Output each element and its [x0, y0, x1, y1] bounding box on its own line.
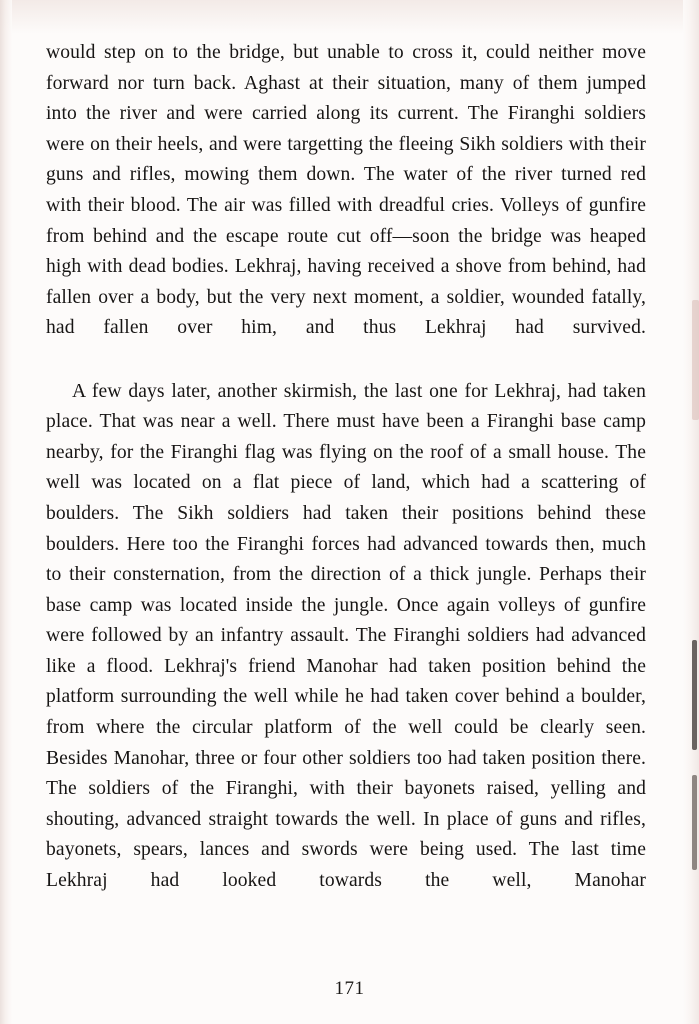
body-text-column [46, 38, 646, 927]
page-edge-artifact-middle [692, 640, 697, 750]
page-top-shading [0, 0, 699, 34]
page-left-edge-shading [0, 0, 12, 1024]
page-edge-artifact-upper [692, 300, 699, 420]
page-edge-artifact-lower [692, 775, 697, 870]
page-number: 171 [334, 978, 365, 999]
paragraph-continued: would step on to the bridge, but unable to cross it, could neither move forward nor turn back. Aghast at their situation, many of them jumped into the river and were carried along its current. The Firanghi soldiers were on their heels, and were targetting the fleeing Sikh soldiers with their guns and rifles, mowing them down. The water of the river turned red with their blood. The air was filled with dreadful cries. Volleys of gunfire from behind and the escape route cut off—soon the bridge was heaped high with dead bodies. Lekhraj, having received a shove from behind, had fallen over a body, but the very next moment, a soldier, wounded fatally, had fallen over him, and thus Lekhraj had survived. [46, 42, 646, 339]
paragraph-second: A few days later, another skirmish, the last one for Lekhraj, had taken place. That was near a well. There must have been a Firanghi base camp nearby, for the Firanghi flag was flying on the roof of a small house. The well was located on a flat piece of land, which had a scattering of boulders. The Sikh soldiers had taken their positions behind these boulders. Here too the Firanghi forces had advanced towards then, much to their consternation, from the direction of a thick jungle. Perhaps their base camp was located inside the jungle. Once again volleys of gunfire were followed by an infantry assault. The Firanghi soldiers had advanced like a flood. Lekhraj's friend Manohar had taken position behind the platform surrounding the well while he had taken cover behind a boulder, from where the circular platform of the well could be clearly seen. Besides Manohar, three or four other soldiers too had taken position there. The soldiers of the Firanghi, with their bayonets raised, yelling and shouting, advanced straight towards the well. In place of guns and rifles, bayonets, spears, lances and swords were being used. The last time Lekhraj had looked towards the well, Manohar [46, 380, 646, 892]
page-right-edge-shading [683, 0, 699, 1024]
